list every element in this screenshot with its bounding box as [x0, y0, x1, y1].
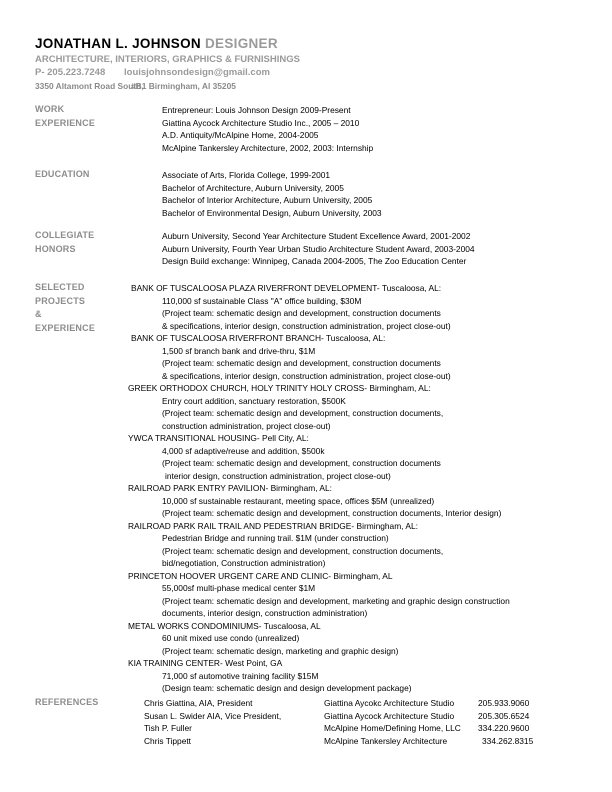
- project-title: BANK OF TUSCALOOSA RIVERFRONT BRANCH- Tuscaloosa, AL:: [131, 333, 386, 343]
- project-title: KIA TRAINING CENTER- West Point, GA: [128, 658, 283, 668]
- resume-title: DESIGNER: [205, 36, 278, 51]
- resume-name: JONATHAN L. JOHNSON: [35, 36, 201, 51]
- project-title: RAILROAD PARK RAIL TRAIL AND PEDESTRIAN BRIDGE- Birmingham, AL:: [128, 520, 418, 531]
- project-title: PRINCETON HOOVER URGENT CARE AND CLINIC- Birmingham, AL: [128, 570, 393, 581]
- project-title: BANK OF TUSCALOOSA PLAZA RIVERFRONT DEVELOPMENT- Tuscaloosa, AL:: [131, 283, 442, 293]
- project-detail: interior design, construction administration, project close-out): [165, 470, 391, 481]
- list-item: Auburn University, Second Year Architecture Student Excellence Award, 2001-2002: [162, 231, 471, 241]
- section-heading-projects: [35, 281, 95, 335]
- resume-subtitle: ARCHITECTURE, INTERIORS, GRAPHICS & FURNISHINGS: [35, 54, 300, 65]
- section-honors-lines: [162, 230, 475, 268]
- reference-company: Giattina Aycock Architecture Studio: [324, 710, 455, 721]
- reference-name: Tish P. Fuller: [144, 723, 192, 733]
- contact-address-city: #B1 Birmingham, Al 35205: [131, 81, 236, 91]
- references-phones: [478, 697, 533, 747]
- heading-line: REFERENCES: [35, 697, 99, 707]
- section-education-lines: [162, 169, 382, 219]
- project-detail: Entry court addition, sanctuary restoration, $500K: [162, 395, 346, 406]
- list-item: Design Build exchange: Winnipeg, Canada 2004-2005, The Zoo Education Center: [162, 256, 467, 266]
- heading-line: SELECTED: [35, 282, 85, 292]
- heading-line: EXPERIENCE: [35, 117, 96, 128]
- project-detail: (Project team: schematic design and development, construction documents, Interior design): [162, 508, 502, 518]
- project-title: METAL WORKS CONDOMINIUMS- Tuscaloosa, AL: [128, 620, 321, 631]
- list-item: Giattina Aycock Architecture Studio Inc., 2005 – 2010: [162, 117, 360, 128]
- reference-company: McAlpine Tankersley Architecture: [324, 735, 448, 746]
- project-detail: 10,000 sf sustainable restaurant, meeting space, offices $5M (unrealized): [162, 495, 435, 506]
- project-detail: 1,500 sf branch bank and drive-thru, $1M: [162, 345, 316, 356]
- project-detail: 60 unit mixed use condo (unrealized): [162, 633, 300, 643]
- project-detail: documents, interior design, construction administration): [162, 608, 368, 618]
- list-item: Entrepreneur: Louis Johnson Design 2009-Present: [162, 105, 351, 115]
- heading-line: &: [35, 309, 42, 319]
- project-detail: (Project team: schematic design, marketing and graphic design): [162, 645, 399, 656]
- project-detail: & specifications, interior design, construction administration, project close-out): [162, 320, 451, 331]
- list-item: McAlpine Tankersley Architecture, 2002, 2003: Internship: [162, 142, 374, 153]
- reference-phone: 334.220.9600: [478, 723, 530, 733]
- project-detail: (Project team: schematic design and development, construction documents,: [162, 545, 444, 556]
- reference-name: Susan L. Swider AIA, Vice President,: [144, 710, 282, 721]
- project-detail: Pedestrian Bridge and running trail. $1M (under construction): [162, 533, 389, 543]
- heading-line: EDUCATION: [35, 169, 90, 179]
- heading-line: COLLEGIATE: [35, 230, 95, 240]
- list-item: A.D. Antiquity/McAlpine Home, 2004-2005: [162, 130, 319, 140]
- project-detail: (Project team: schematic design and development, marketing and graphic design construction: [162, 595, 510, 606]
- project-detail: & specifications, interior design, construction administration, project close-out): [162, 370, 451, 381]
- project-detail: 71,000 sf automotive training facility $15M: [162, 670, 319, 681]
- project-detail: construction administration, project close-out): [162, 420, 331, 431]
- section-heading-education: [35, 168, 90, 182]
- section-work-lines: [162, 104, 373, 154]
- heading-line: EXPERIENCE: [35, 322, 96, 333]
- list-item: Bachelor of Architecture, Auburn University, 2005: [162, 182, 344, 193]
- section-heading-work: [35, 103, 95, 130]
- project-detail: (Project team: schematic design and development, construction documents: [162, 358, 441, 368]
- project-detail: (Project team: schematic design and development, construction documents: [162, 458, 441, 468]
- contact-address: 3350 Altamont Road South,: [35, 81, 144, 91]
- list-item: Bachelor of Environmental Design, Auburn University, 2003: [162, 207, 382, 218]
- heading-line: HONORS: [35, 243, 76, 254]
- project-title: YWCA TRANSITIONAL HOUSING- Pell City, AL:: [128, 433, 309, 443]
- list-item: Auburn University, Fourth Year Urban Studio Architecture Student Award, 2003-2004: [162, 243, 475, 254]
- project-detail: 4,000 sf adaptive/reuse and addition, $500k: [162, 445, 325, 456]
- project-detail: 55,000sf multi-phase medical center $1M: [162, 583, 316, 593]
- reference-phone: 205.305.6524: [478, 710, 530, 721]
- heading-line: PROJECTS: [35, 295, 86, 306]
- section-heading-honors: [35, 229, 94, 256]
- project-title: RAILROAD PARK ENTRY PAVILION- Birmingham, AL:: [128, 483, 333, 493]
- project-detail: 110,000 sf sustainable Class "A" office building, $30M: [162, 295, 362, 306]
- project-detail: (Project team: schematic design and development, construction documents: [162, 308, 441, 318]
- reference-company: McAlpine Home/Defining Home, LLC: [324, 723, 461, 733]
- list-item: Associate of Arts, Florida College, 1999-2001: [162, 170, 331, 180]
- reference-name: Chris Giattina, AIA, President: [144, 698, 253, 708]
- section-heading-references: [35, 696, 99, 710]
- reference-phone: 334.262.8315: [482, 735, 534, 746]
- project-detail: (Project team: schematic design and development, construction documents,: [162, 408, 444, 418]
- project-detail: bid/negotiation, Construction administration): [162, 558, 326, 568]
- references-companies: [324, 697, 461, 747]
- heading-line: WORK: [35, 104, 65, 114]
- reference-name: Chris Tippett: [144, 735, 192, 746]
- section-projects-lines: [128, 282, 510, 695]
- list-item: Bachelor of Interior Architecture, Auburn University, 2005: [162, 195, 373, 205]
- project-title: GREEK ORTHODOX CHURCH, HOLY TRINITY HOLY CROSS- Birmingham, AL:: [128, 383, 431, 393]
- contact-email: louisjohnsondesign@gmail.com: [124, 67, 270, 78]
- project-detail: (Design team: schematic design and design development package): [162, 683, 412, 693]
- contact-phone: P- 205.223.7248: [35, 67, 106, 78]
- reference-company: Giattina Aycokc Architecture Studio: [324, 698, 455, 708]
- references-names: [144, 697, 281, 747]
- reference-phone: 205.933.9060: [478, 698, 530, 708]
